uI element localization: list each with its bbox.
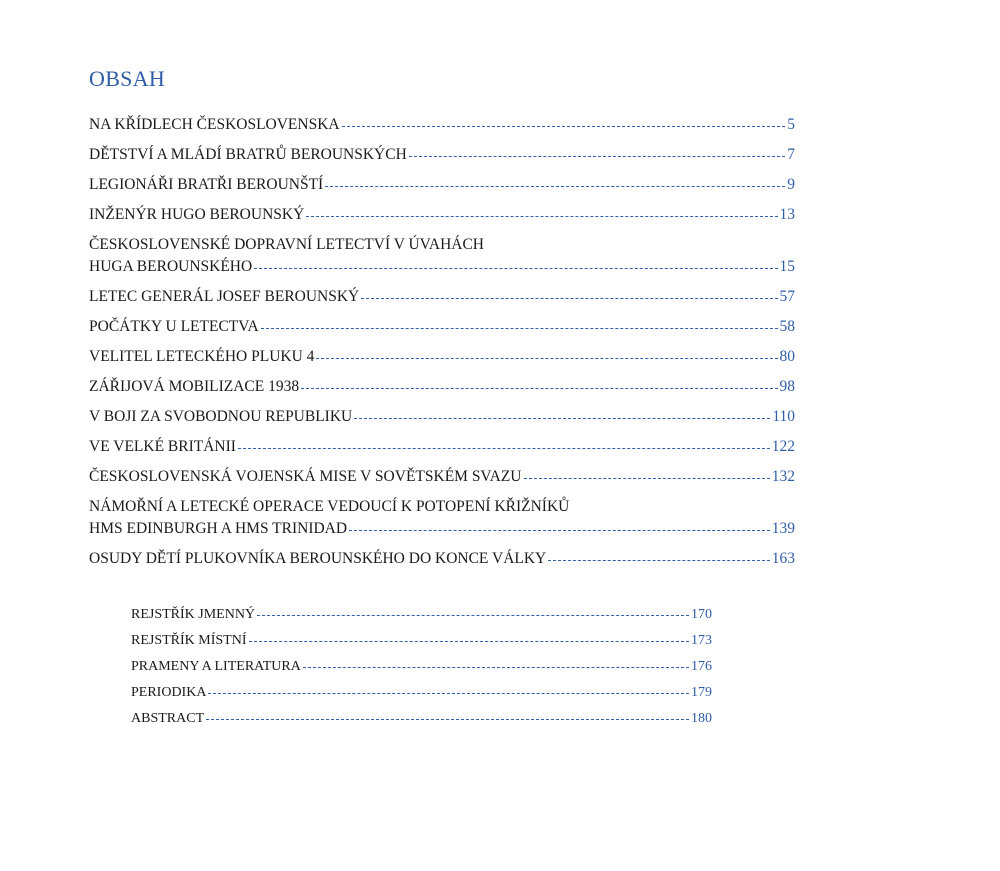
entry-title: HMS EDINBURGH A HMS TRINIDAD bbox=[89, 520, 348, 537]
toc-entry bbox=[131, 683, 712, 703]
entry-title: HUGA BEROUNSKÉHO bbox=[89, 258, 253, 275]
page-number: 13 bbox=[779, 206, 795, 223]
entry-title: POČÁTKY U LETECTVA bbox=[89, 318, 259, 335]
dot-leader bbox=[409, 156, 785, 157]
entry-title-line1: ČESKOSLOVENSKÉ DOPRAVNÍ LETECTVÍ V ÚVAHÁCH bbox=[89, 236, 484, 253]
entry-title: OSUDY DĚTÍ PLUKOVNÍKA BEROUNSKÉHO DO KONCE VÁLKY bbox=[89, 550, 547, 567]
toc-entry bbox=[89, 234, 795, 278]
entry-title: DĚTSTVÍ A MLÁDÍ BRATRŮ BEROUNSKÝCH bbox=[89, 146, 407, 163]
toc-entry bbox=[89, 406, 795, 428]
toc-entry bbox=[89, 496, 795, 540]
toc-entry bbox=[89, 376, 795, 398]
dot-leader bbox=[349, 530, 770, 531]
entry-title: REJSTŘÍK MÍSTNÍ bbox=[131, 633, 247, 648]
page-number: 57 bbox=[779, 288, 795, 305]
page-number: 98 bbox=[779, 378, 795, 395]
entry-title: ČESKOSLOVENSKÁ VOJENSKÁ MISE V SOVĚTSKÉM SVAZU bbox=[89, 468, 522, 485]
page-number: 80 bbox=[779, 348, 795, 365]
dot-leader bbox=[254, 268, 777, 269]
page-number: 180 bbox=[691, 711, 712, 726]
toc-entry bbox=[89, 548, 795, 570]
toc-entry bbox=[89, 466, 795, 488]
page-number: 9 bbox=[787, 176, 795, 193]
page-number: 110 bbox=[772, 408, 795, 425]
page-number: 132 bbox=[771, 468, 795, 485]
page-number: 58 bbox=[779, 318, 795, 335]
page-number: 139 bbox=[771, 520, 795, 537]
entry-title: ABSTRACT bbox=[131, 711, 205, 726]
page-number: 122 bbox=[771, 438, 795, 455]
page-number: 173 bbox=[691, 633, 712, 648]
dot-leader bbox=[249, 641, 689, 642]
dot-leader bbox=[354, 418, 770, 419]
entry-title: REJSTŘÍK JMENNÝ bbox=[131, 607, 256, 622]
entry-title: LETEC GENERÁL JOSEF BEROUNSKÝ bbox=[89, 288, 360, 305]
toc-appendix bbox=[131, 605, 712, 735]
toc-entry bbox=[89, 174, 795, 196]
toc-entry bbox=[131, 657, 712, 677]
toc-entry bbox=[89, 316, 795, 338]
entry-title: VE VELKÉ BRITÁNII bbox=[89, 438, 236, 455]
toc-entry bbox=[131, 631, 712, 651]
page-title: OBSAH bbox=[89, 66, 166, 91]
dot-leader bbox=[303, 667, 689, 668]
toc-entry bbox=[89, 436, 795, 458]
page-number: 163 bbox=[771, 550, 795, 567]
entry-title-line1: NÁMOŘNÍ A LETECKÉ OPERACE VEDOUCÍ K POTOPENÍ KŘIŽNÍKŮ bbox=[89, 498, 570, 515]
dot-leader bbox=[306, 216, 777, 217]
dot-leader bbox=[361, 298, 777, 299]
toc-entry bbox=[89, 204, 795, 226]
toc-entry bbox=[89, 346, 795, 368]
entry-title: ZÁŘIJOVÁ MOBILIZACE 1938 bbox=[89, 378, 300, 395]
table-of-contents bbox=[89, 114, 795, 578]
page-number: 7 bbox=[787, 146, 795, 163]
toc-entry bbox=[89, 114, 795, 136]
dot-leader bbox=[548, 560, 770, 561]
toc-entry bbox=[89, 144, 795, 166]
entry-title: VELITEL LETECKÉHO PLUKU 4 bbox=[89, 348, 315, 365]
dot-leader bbox=[524, 478, 770, 479]
entry-title: PRAMENY A LITERATURA bbox=[131, 659, 301, 674]
dot-leader bbox=[208, 693, 689, 694]
page-number: 15 bbox=[779, 258, 795, 275]
dot-leader bbox=[206, 719, 689, 720]
page-number: 179 bbox=[691, 685, 712, 700]
dot-leader bbox=[316, 358, 777, 359]
dot-leader bbox=[301, 388, 777, 389]
entry-title: V BOJI ZA SVOBODNOU REPUBLIKU bbox=[89, 408, 353, 425]
entry-title: NA KŘÍDLECH ČESKOSLOVENSKA bbox=[89, 116, 340, 133]
page-number: 170 bbox=[691, 607, 712, 622]
entry-title: LEGIONÁŘI BRATŘI BEROUNŠTÍ bbox=[89, 176, 324, 193]
dot-leader bbox=[325, 186, 785, 187]
page-number: 176 bbox=[691, 659, 712, 674]
dot-leader bbox=[342, 126, 786, 127]
page-number: 5 bbox=[787, 116, 795, 133]
dot-leader bbox=[257, 615, 689, 616]
entry-title: INŽENÝR HUGO BEROUNSKÝ bbox=[89, 206, 305, 223]
toc-entry bbox=[131, 605, 712, 625]
dot-leader bbox=[261, 328, 778, 329]
toc-entry bbox=[89, 286, 795, 308]
dot-leader bbox=[238, 448, 770, 449]
toc-entry bbox=[131, 709, 712, 729]
entry-title: PERIODIKA bbox=[131, 685, 207, 700]
